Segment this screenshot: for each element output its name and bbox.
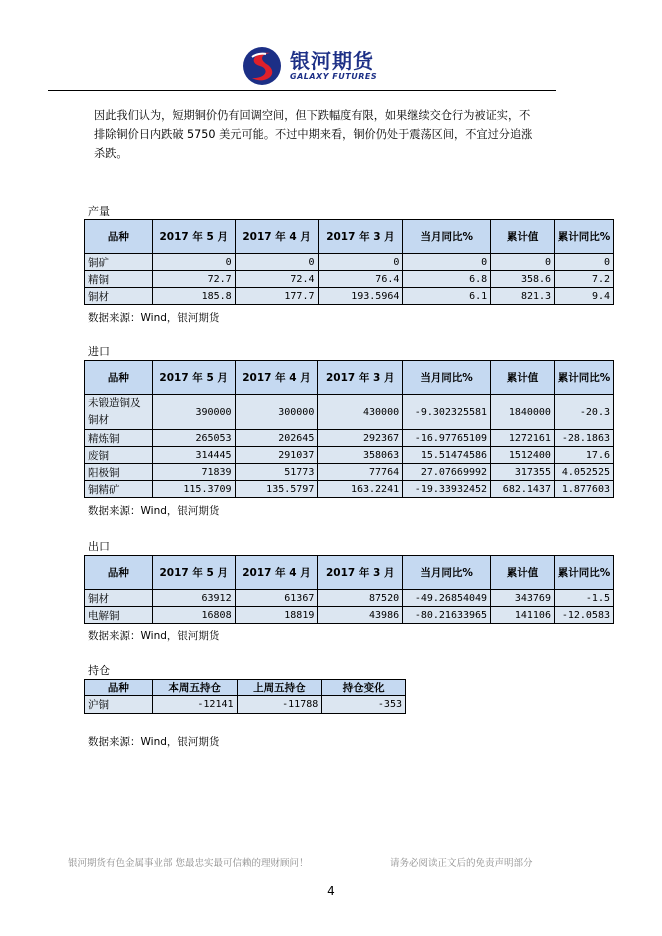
- table-cell: 7.2: [555, 271, 614, 288]
- col-header: 本周五持仓: [152, 680, 237, 696]
- table-cell: 0: [403, 254, 491, 271]
- table-cell: 0: [491, 254, 555, 271]
- table-cell: -19.33932452: [403, 481, 491, 498]
- col-header: 持仓变化: [322, 680, 406, 696]
- table-cell: 0: [152, 254, 235, 271]
- table-row: [85, 481, 614, 498]
- table-cell: 精铜: [85, 271, 153, 288]
- table-cell: -49.26854049: [403, 590, 491, 607]
- table-cell: 1840000: [491, 395, 555, 430]
- table-cell: 16808: [152, 607, 235, 624]
- col-header: 品种: [85, 680, 153, 696]
- table-cell: 682.1437: [491, 481, 555, 498]
- table-cell: 1512400: [491, 447, 555, 464]
- intro-line: 排除铜价日内跌破 5750 美元可能。不过中期来看，铜价仍处于震荡区间，不宜过分追涨: [94, 128, 533, 141]
- production-source: 数据来源：Wind，银河期货: [88, 312, 220, 324]
- table-cell: 177.7: [235, 288, 318, 305]
- table-cell: 202645: [235, 430, 318, 447]
- exports-title: 出口: [88, 540, 110, 553]
- table-cell: 430000: [318, 395, 403, 430]
- table-cell: 17.6: [554, 447, 613, 464]
- table-cell: 阳极铜: [85, 464, 153, 481]
- imports-title: 进口: [88, 345, 110, 358]
- footer-left-text: 银河期货有色金属事业部 您最忠实最可信赖的理财顾问！: [68, 858, 309, 869]
- col-header: 当月同比%: [403, 220, 491, 254]
- table-cell: 821.3: [491, 288, 555, 305]
- col-header: 2017 年 3 月: [318, 220, 403, 254]
- col-header: 品种: [85, 361, 153, 395]
- logo-en-text: GALAXY FUTURES: [290, 72, 378, 81]
- positions-title: 持仓: [88, 664, 110, 677]
- table-cell: 废铜: [85, 447, 153, 464]
- table-cell: 300000: [235, 395, 318, 430]
- table-cell: 163.2241: [318, 481, 403, 498]
- table-cell: 193.5964: [318, 288, 403, 305]
- table-cell: 317355: [491, 464, 555, 481]
- table-row: [85, 288, 614, 305]
- table-cell: 72.4: [235, 271, 318, 288]
- table-cell: 115.3709: [152, 481, 235, 498]
- table-cell: -9.302325581: [403, 395, 491, 430]
- col-header: 累计值: [491, 220, 555, 254]
- col-header: 上周五持仓: [237, 680, 322, 696]
- table-cell: 15.51474586: [403, 447, 491, 464]
- col-header: 2017 年 4 月: [235, 361, 318, 395]
- imports-source: 数据来源：Wind，银河期货: [88, 505, 220, 517]
- table-cell: 铜矿: [85, 254, 153, 271]
- table-row: [85, 447, 614, 464]
- table-cell: 135.5797: [235, 481, 318, 498]
- logo-cn-text: 银河期货: [290, 49, 374, 73]
- col-header: 累计同比%: [554, 556, 613, 590]
- table-cell: 27.07669992: [403, 464, 491, 481]
- table-row: [85, 696, 406, 714]
- table-cell: -12141: [152, 696, 237, 714]
- page-header: [0, 0, 662, 92]
- table-cell: 71839: [152, 464, 235, 481]
- col-header: 累计值: [491, 556, 555, 590]
- table-row: [85, 590, 614, 607]
- imports-table: [84, 360, 614, 498]
- col-header: 累计同比%: [555, 220, 614, 254]
- table-cell: 141106: [491, 607, 555, 624]
- table-cell: 63912: [152, 590, 235, 607]
- table-cell: -20.3: [554, 395, 613, 430]
- table-cell: 铜材: [85, 590, 153, 607]
- table-cell: 265053: [152, 430, 235, 447]
- table-cell: -80.21633965: [403, 607, 491, 624]
- col-header: 2017 年 3 月: [318, 556, 403, 590]
- table-header-row: [85, 680, 406, 696]
- table-cell: 87520: [318, 590, 403, 607]
- col-header: 2017 年 3 月: [318, 361, 403, 395]
- table-cell: 51773: [235, 464, 318, 481]
- col-header: 累计值: [491, 361, 555, 395]
- table-cell: 43986: [318, 607, 403, 624]
- positions-source: 数据来源：Wind，银河期货: [88, 736, 220, 748]
- intro-line: 杀跌。: [94, 147, 128, 160]
- table-cell: 铜精矿: [85, 481, 153, 498]
- col-header: 2017 年 4 月: [235, 220, 318, 254]
- table-cell: 0: [555, 254, 614, 271]
- col-header: 品种: [85, 556, 153, 590]
- table-cell: 72.7: [152, 271, 235, 288]
- table-cell: 精炼铜: [85, 430, 153, 447]
- page-number: 4: [327, 884, 335, 898]
- table-cell: 电解铜: [85, 607, 153, 624]
- col-header: 当月同比%: [403, 361, 491, 395]
- table-cell: 314445: [152, 447, 235, 464]
- intro-paragraph: [94, 106, 574, 163]
- table-header-row: [85, 556, 614, 590]
- table-cell: 185.8: [152, 288, 235, 305]
- table-cell: 358063: [318, 447, 403, 464]
- header-rule: [48, 90, 556, 91]
- table-cell: 6.8: [403, 271, 491, 288]
- production-table: [84, 219, 614, 305]
- table-header-row: [85, 220, 614, 254]
- table-cell: 291037: [235, 447, 318, 464]
- production-title: 产量: [88, 205, 110, 218]
- table-cell: 4.052525: [554, 464, 613, 481]
- footer-disclaimer-link: 请务必阅读正文后的免责声明部分: [390, 858, 533, 869]
- table-cell: -16.97765109: [403, 430, 491, 447]
- table-cell: -28.1863: [554, 430, 613, 447]
- table-header-row: [85, 361, 614, 395]
- table-row: [85, 430, 614, 447]
- col-header: 2017 年 4 月: [235, 556, 318, 590]
- table-cell: 9.4: [555, 288, 614, 305]
- table-cell: 未锻造铜及铜材: [85, 395, 153, 430]
- table-cell: -12.0583: [554, 607, 613, 624]
- table-row: [85, 395, 614, 430]
- exports-table: [84, 555, 614, 624]
- table-cell: -11788: [237, 696, 322, 714]
- table-cell: 0: [318, 254, 403, 271]
- company-logo: [240, 45, 377, 87]
- table-row: [85, 254, 614, 271]
- table-cell: -1.5: [554, 590, 613, 607]
- galaxy-logo-icon: [240, 45, 284, 87]
- col-header: 2017 年 5 月: [152, 220, 235, 254]
- col-header: 品种: [85, 220, 153, 254]
- col-header: 2017 年 5 月: [152, 361, 235, 395]
- positions-table: [84, 679, 406, 714]
- table-cell: 0: [235, 254, 318, 271]
- table-cell: 铜材: [85, 288, 153, 305]
- table-cell: -353: [322, 696, 406, 714]
- table-cell: 1272161: [491, 430, 555, 447]
- table-cell: 6.1: [403, 288, 491, 305]
- table-cell: 358.6: [491, 271, 555, 288]
- col-header: 累计同比%: [554, 361, 613, 395]
- intro-line: 因此我们认为，短期铜价仍有回调空间，但下跌幅度有限，如果继续交仓行为被证实，不: [94, 109, 531, 122]
- table-cell: 343769: [491, 590, 555, 607]
- table-cell: 沪铜: [85, 696, 153, 714]
- table-row: [85, 464, 614, 481]
- col-header: 2017 年 5 月: [152, 556, 235, 590]
- table-cell: 18819: [235, 607, 318, 624]
- table-row: [85, 271, 614, 288]
- table-cell: 390000: [152, 395, 235, 430]
- table-cell: 292367: [318, 430, 403, 447]
- table-cell: 61367: [235, 590, 318, 607]
- exports-source: 数据来源：Wind，银河期货: [88, 630, 220, 642]
- table-cell: 76.4: [318, 271, 403, 288]
- table-row: [85, 607, 614, 624]
- table-cell: 1.877603: [554, 481, 613, 498]
- col-header: 当月同比%: [403, 556, 491, 590]
- table-cell: 77764: [318, 464, 403, 481]
